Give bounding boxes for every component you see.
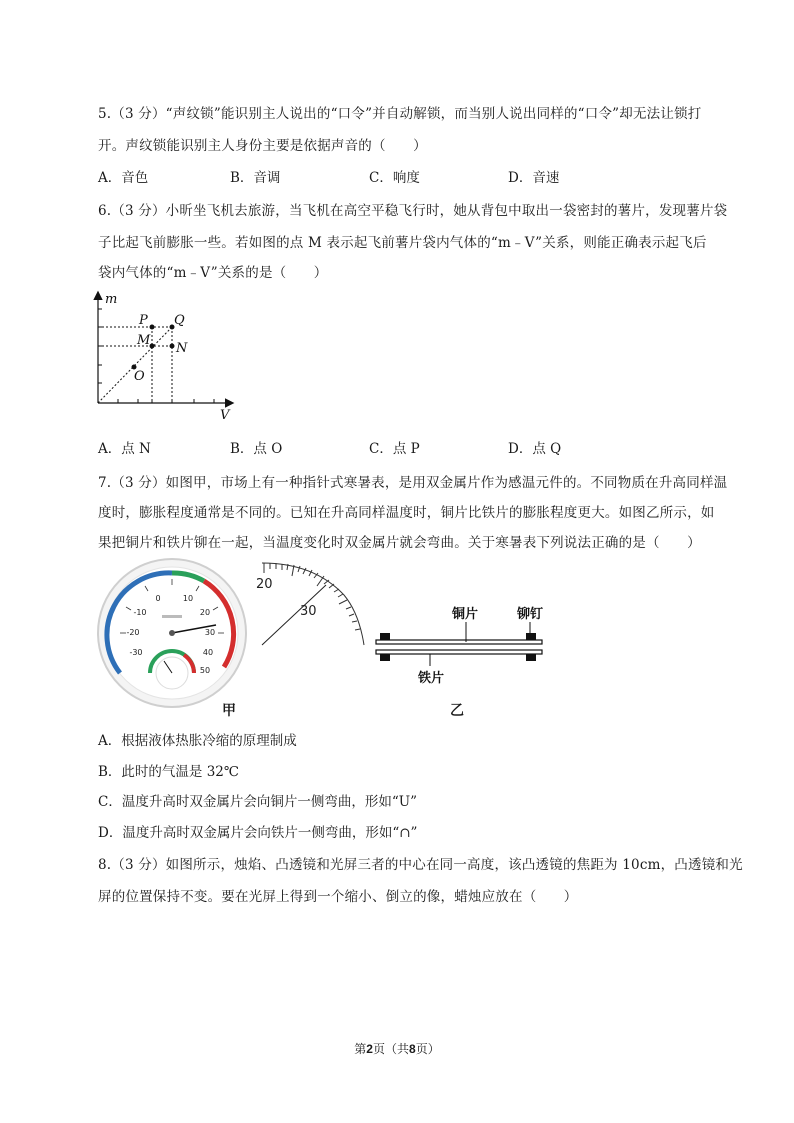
rivet-left-bottom — [380, 654, 390, 661]
page-footer — [0, 1040, 794, 1057]
q5-option-b: B．音调 — [230, 170, 281, 186]
q6-stem-line1: 6.（3 分）小昕坐飞机去旅游，当飞机在高空平稳飞行时，她从背包中取出一袋密封的薯片，发现薯片袋 — [98, 203, 728, 219]
dial-number-20: 20 — [199, 608, 211, 617]
q7-option-c: C．温度升高时双金属片会向铜片一侧弯曲，形如“U” — [98, 794, 418, 810]
zoomed-scale-figure — [254, 555, 369, 655]
q7-option-b: B．此时的气温是 32℃ — [98, 764, 239, 780]
thermometer-dial-figure — [92, 555, 252, 720]
label-copper-strip: 铜片 — [452, 607, 479, 622]
q6-option-c: C．点 P — [369, 441, 420, 457]
zoomed-number-20: 20 — [256, 577, 273, 592]
zoomed-number-30: 30 — [300, 604, 317, 619]
q7-option-a: A．根据液体热胀冷缩的原理制成 — [98, 733, 297, 749]
dial-number-10: 10 — [182, 594, 194, 603]
label-rivet: 铆钉 — [517, 607, 544, 622]
label-p: P — [139, 313, 148, 328]
v-axis-label: V — [220, 408, 230, 423]
q6-option-b: B．点 O — [230, 441, 283, 457]
point-p — [150, 325, 155, 330]
dial-number-40: 40 — [202, 648, 214, 657]
point-n — [170, 344, 175, 349]
copper-strip — [376, 640, 542, 644]
footer-total-pages: 8 — [409, 1042, 416, 1056]
label-m: M — [137, 333, 151, 348]
q8-stem-line1: 8.（3 分）如图所示，烛焰、凸透镜和光屏三者的中心在同一高度，该凸透镜的焦距为 10cm，凸透镜和光 — [98, 857, 743, 873]
q8-stem-line2: 屏的位置保持不变。要在光屏上得到一个缩小、倒立的像，蜡烛应放在（ ） — [98, 889, 578, 905]
dial-number-minus20: -20 — [126, 628, 140, 637]
label-o: O — [134, 369, 145, 384]
footer-page-number: 2 — [366, 1042, 373, 1056]
figure-yi-label: 乙 — [450, 703, 464, 719]
q6-option-d: D．点 Q — [508, 441, 562, 457]
m-axis-label: m — [105, 292, 118, 307]
q5-option-d: D．音速 — [508, 170, 560, 186]
q6-mv-graph — [90, 285, 250, 425]
footer-prefix: 第 — [354, 1042, 367, 1056]
q7-stem-line1: 7.（3 分）如图甲，市场上有一种指针式寒暑表，是用双金属片作为感温元件的。不同物质在升高同样温 — [98, 475, 728, 491]
footer-mid: 页（共 — [372, 1042, 409, 1056]
figure-jia-label: 甲 — [222, 703, 236, 719]
rivet-right-top — [526, 633, 536, 640]
iron-strip — [376, 650, 542, 654]
footer-suffix: 页） — [415, 1042, 440, 1056]
rivet-right-bottom — [526, 654, 536, 661]
rivet-left-top — [380, 633, 390, 640]
q5-stem-line2: 开。声纹锁能识别主人身份主要是依据声音的（ ） — [98, 138, 427, 154]
dial-number-0: 0 — [155, 594, 161, 603]
q6-stem-line3: 袋内气体的“m﹣V”关系的是（ ） — [98, 265, 328, 281]
q7-stem-line3: 果把铜片和铁片铆在一起，当温度变化时双金属片就会弯曲。关于寒暑表下列说法正确的是（ ） — [98, 535, 701, 551]
dial-number-minus10: -10 — [133, 608, 147, 617]
label-n: N — [176, 341, 188, 356]
bimetallic-strip-figure — [370, 600, 550, 690]
q6-option-a: A．点 N — [98, 441, 151, 457]
q5-option-a: A．音色 — [98, 170, 149, 186]
q6-stem-line2: 子比起飞前膨胀一些。若如图的点 M 表示起飞前薯片袋内气体的“m﹣V”关系，则能正确表示起飞后 — [98, 235, 707, 251]
dial-number-minus30: -30 — [129, 648, 143, 657]
q7-option-d: D．温度升高时双金属片会向铁片一侧弯曲，形如“∩” — [98, 825, 418, 841]
label-iron-strip: 铁片 — [418, 671, 445, 686]
q7-stem-line2: 度时，膨胀程度通常是不同的。已知在升高同样温度时，铜片比铁片的膨胀程度更大。如图乙所示，如 — [98, 505, 715, 521]
dial-number-50: 50 — [199, 666, 211, 675]
q5-stem-line1: 5.（3 分）“声纹锁”能识别主人说出的“口令”并自动解锁，而当别人说出同样的“口令”却无法让锁打 — [98, 106, 702, 122]
dial-number-30: 30 — [204, 628, 216, 637]
label-q: Q — [174, 313, 185, 328]
q5-option-c: C．响度 — [369, 170, 420, 186]
